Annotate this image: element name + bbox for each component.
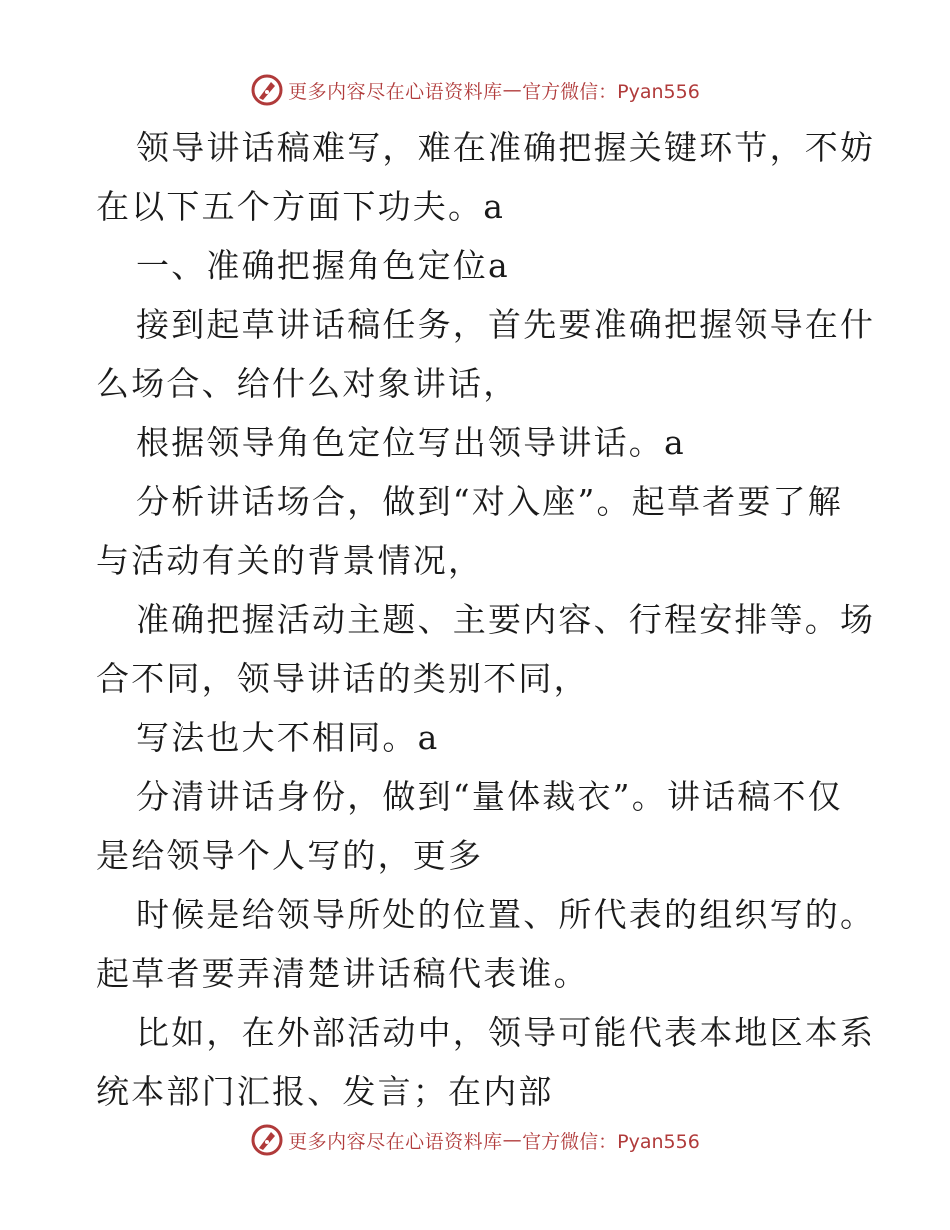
text-line: 比如，在外部活动中，领导可能代表本地区本系 — [136, 1013, 876, 1052]
text-line: 分清讲话身份，做到“量体裁衣”。讲话稿不仅 — [136, 777, 843, 816]
text-line: 时候是给领导所处的位置、所代表的组织写的。 — [136, 895, 876, 934]
pen-nib-logo-icon — [250, 73, 284, 107]
text-line: 统本部门汇报、发言；在内部 — [96, 1072, 554, 1111]
section-heading: 一、准确把握角色定位a — [136, 246, 510, 285]
header-watermark — [0, 70, 950, 110]
text-line: 在以下五个方面下功夫。a — [96, 187, 506, 226]
watermark-wechat-text: 官方微信：Pyan556 — [522, 80, 700, 103]
text-line: 么场合、给什么对象讲话， — [96, 364, 519, 403]
text-line: 分析讲话场合，做到“对入座”。起草者要了解 — [136, 482, 843, 521]
text-line: 接到起草讲话稿任务，首先要准确把握领导在什 — [136, 305, 876, 344]
text-line: 与活动有关的背景情况， — [96, 541, 484, 580]
watermark-main-text: 更多内容尽在心语资料库 — [288, 80, 503, 103]
watermark-separator: — — [502, 79, 523, 101]
text-line: 根据领导角色定位写出领导讲话。a — [136, 423, 686, 462]
text-line: 合不同，领导讲话的类别不同， — [96, 659, 589, 698]
document-body — [96, 118, 876, 1121]
watermark-wechat-text: 官方微信：Pyan556 — [522, 1130, 700, 1153]
text-line: 准确把握活动主题、主要内容、行程安排等。场 — [136, 600, 876, 639]
watermark-main-text: 更多内容尽在心语资料库 — [288, 1130, 503, 1153]
watermark-separator: — — [502, 1129, 523, 1151]
text-line: 写法也大不相同。a — [136, 718, 440, 757]
footer-watermark — [0, 1120, 950, 1160]
text-line: 起草者要弄清楚讲话稿代表谁。 — [96, 954, 589, 993]
text-line: 领导讲话稿难写，难在准确把握关键环节，不妨 — [136, 128, 876, 167]
pen-nib-logo-icon — [250, 1123, 284, 1157]
text-line: 是给领导个人写的，更多 — [96, 836, 484, 875]
